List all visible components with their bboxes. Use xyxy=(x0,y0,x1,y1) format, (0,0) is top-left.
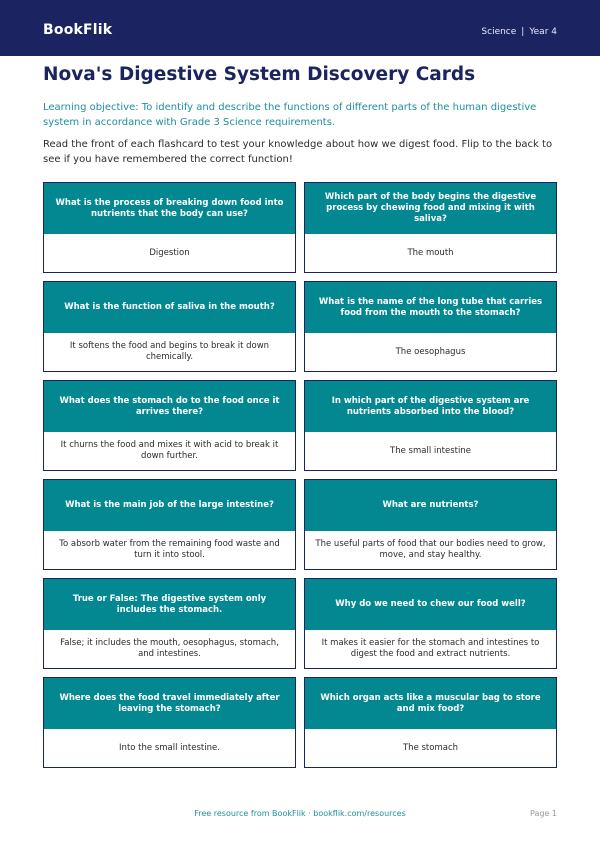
flashcard-back: The oesophagus xyxy=(305,333,556,371)
page-header xyxy=(0,0,600,56)
flashcard-front: Why do we need to chew our food well? xyxy=(305,579,556,630)
flashcard-grid xyxy=(43,182,557,768)
flashcard[interactable] xyxy=(43,578,296,669)
flashcard-back: It makes it easier for the stomach and intestines to digest the food and extract nutrients. xyxy=(305,630,556,668)
flashcard-back: It churns the food and mixes it with acid to break it down further. xyxy=(44,432,295,470)
flashcard[interactable] xyxy=(304,182,557,273)
flashcard-front: Where does the food travel immediately after leaving the stomach? xyxy=(44,678,295,729)
learning-objective: Learning objective: To identify and describe the functions of different parts of the human digestive system in accordance with Grade 3 Science requirements. xyxy=(43,102,537,128)
flashcard-front: True or False: The digestive system only includes the stomach. xyxy=(44,579,295,630)
page-number: Page 1 xyxy=(530,809,557,818)
year-label: Year 4 xyxy=(529,27,557,37)
subject-label: Science xyxy=(481,27,517,37)
flashcard-back: False; it includes the mouth, oesophagus, stomach, and intestines. xyxy=(44,630,295,668)
flashcard[interactable] xyxy=(43,380,296,471)
brand-logo[interactable]: BookFlik xyxy=(43,22,113,38)
flashcard-front: What is the main job of the large intestine? xyxy=(44,480,295,531)
flashcard-front: What is the process of breaking down food into nutrients that the body can use? xyxy=(44,183,295,234)
flashcard-front: In which part of the digestive system are nutrients absorbed into the blood? xyxy=(305,381,556,432)
flashcard-back: To absorb water from the remaining food waste and turn it into stool. xyxy=(44,531,295,569)
flashcard-front: Which organ acts like a muscular bag to store and mix food? xyxy=(305,678,556,729)
flashcard-front: What are nutrients? xyxy=(305,480,556,531)
flashcard[interactable] xyxy=(304,578,557,669)
flashcard[interactable] xyxy=(304,281,557,372)
flashcard-back: Into the small intestine. xyxy=(44,729,295,767)
flashcard[interactable] xyxy=(43,281,296,372)
flashcard[interactable] xyxy=(304,380,557,471)
flashcard-back: The stomach xyxy=(305,729,556,767)
flashcard[interactable] xyxy=(43,479,296,570)
flashcard-back: The mouth xyxy=(305,234,556,272)
flashcard-front: Which part of the body begins the digestive process by chewing food and mixing it with saliva? xyxy=(305,183,556,234)
header-separator: | xyxy=(521,27,525,37)
flashcard[interactable] xyxy=(43,182,296,273)
flashcard-back: Digestion xyxy=(44,234,295,272)
page-title: Nova's Digestive System Discovery Cards xyxy=(43,64,476,85)
flashcard-back: The useful parts of food that our bodies need to grow, move, and stay healthy. xyxy=(305,531,556,569)
flashcard-front: What is the name of the long tube that carries food from the mouth to the stomach? xyxy=(305,282,556,333)
flashcard-back: The small intestine xyxy=(305,432,556,470)
flashcard-front: What does the stomach do to the food once it arrives there? xyxy=(44,381,295,432)
header-meta xyxy=(481,27,557,37)
flashcard-back: It softens the food and begins to break it down chemically. xyxy=(44,333,295,371)
flashcard[interactable] xyxy=(304,677,557,768)
flashcard[interactable] xyxy=(304,479,557,570)
flashcard-front: What is the function of saliva in the mouth? xyxy=(44,282,295,333)
footer-resource-link[interactable]: Free resource from BookFlik · bookflik.com/resources xyxy=(194,809,406,818)
flashcard[interactable] xyxy=(43,677,296,768)
instructions-text: Read the front of each flashcard to test your knowledge about how we digest food. Flip to the back to see if you have remembered the correct function! xyxy=(43,139,553,165)
